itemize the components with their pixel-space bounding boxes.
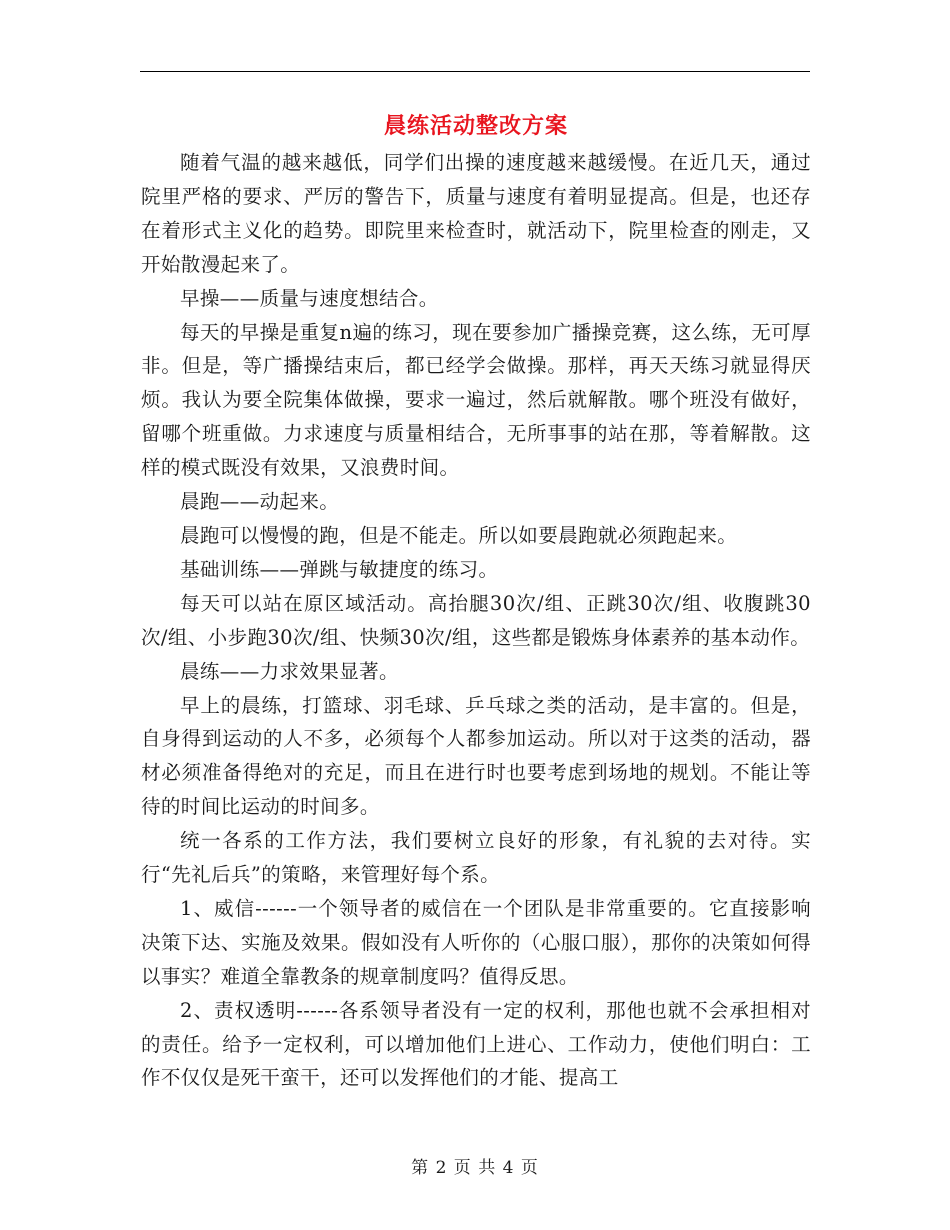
paragraph-morning-practice: 早上的晨练，打篮球、羽毛球、乒乓球之类的活动，是丰富的。但是，自身得到运动的人不多，必须每个人都参加运动。所以对于这类的活动，器材必须准备得绝对的充足，而且在进行时也要考虑到场地的规划。不能让等待的时间比运动的时间多。: [141, 693, 811, 819]
heading-morning-exercise: 早操——质量与速度想结合。: [180, 286, 439, 310]
document-title: 晨练活动整改方案: [383, 113, 568, 139]
page-footer: [0, 1153, 950, 1178]
paragraph-basic-training: 每天可以站在原区域活动。高抬腿30次/组、正跳30次/组、收腹跳30次/组、小步跑30次/组、快频30次/组，这些都是锻炼身体素养的基本动作。: [141, 591, 811, 649]
paragraph-item-responsibility: 2、责权透明------各系领导者没有一定的权利，那他也就不会承担相对的责任。给予一定权利，可以增加他们上进心、工作动力，使他们明白：工作不仅仅是死干蛮干，还可以发挥他们的才能、提高工: [141, 998, 811, 1090]
header-rule: [140, 71, 810, 72]
paragraph-morning-run: 晨跑可以慢慢的跑，但是不能走。所以如要晨跑就必须跑起来。: [180, 523, 738, 547]
heading-morning-practice: 晨练——力求效果显著。: [180, 659, 399, 683]
paragraph-unified-methods: 统一各系的工作方法，我们要树立良好的形象，有礼貌的去对待。实行“先礼后兵”的策略，来管理好每个系。: [141, 829, 811, 887]
document-body: [141, 146, 811, 1095]
paragraph-item-prestige: 1、威信------一个领导者的威信在一个团队是非常重要的。它直接影响决策下达、实施及效果。假如没有人听你的（心服口服），那你的决策如何得以事实？难道全靠教条的规章制度吗？值得反思。: [141, 896, 811, 988]
heading-basic-training: 基础训练——弹跳与敏捷度的练习。: [180, 557, 499, 581]
paragraph-morning-exercise: 每天的早操是重复n遍的练习，现在要参加广播操竞赛，这么练，无可厚非。但是，等广播操结束后，都已经学会做操。那样，再天天练习就显得厌烦。我认为要全院集体做操，要求一遍过，然后就解散。哪个班没有做好，留哪个班重做。力求速度与质量相结合，无所事事的站在那，等着解散。这样的模式既没有效果，又浪费时间。: [141, 320, 811, 480]
document-page: [141, 106, 811, 1095]
heading-morning-run: 晨跑——动起来。: [180, 490, 340, 514]
paragraph-intro: 随着气温的越来越低，同学们出操的速度越来越缓慢。在近几天，通过院里严格的要求、严厉的警告下，质量与速度有着明显提高。但是，也还存在着形式主义化的趋势。即院里来检查时，就活动下，院里检查的刚走，又开始散漫起来了。: [141, 151, 811, 276]
page-number-label: 第 2 页 共 4 页: [411, 1158, 539, 1178]
